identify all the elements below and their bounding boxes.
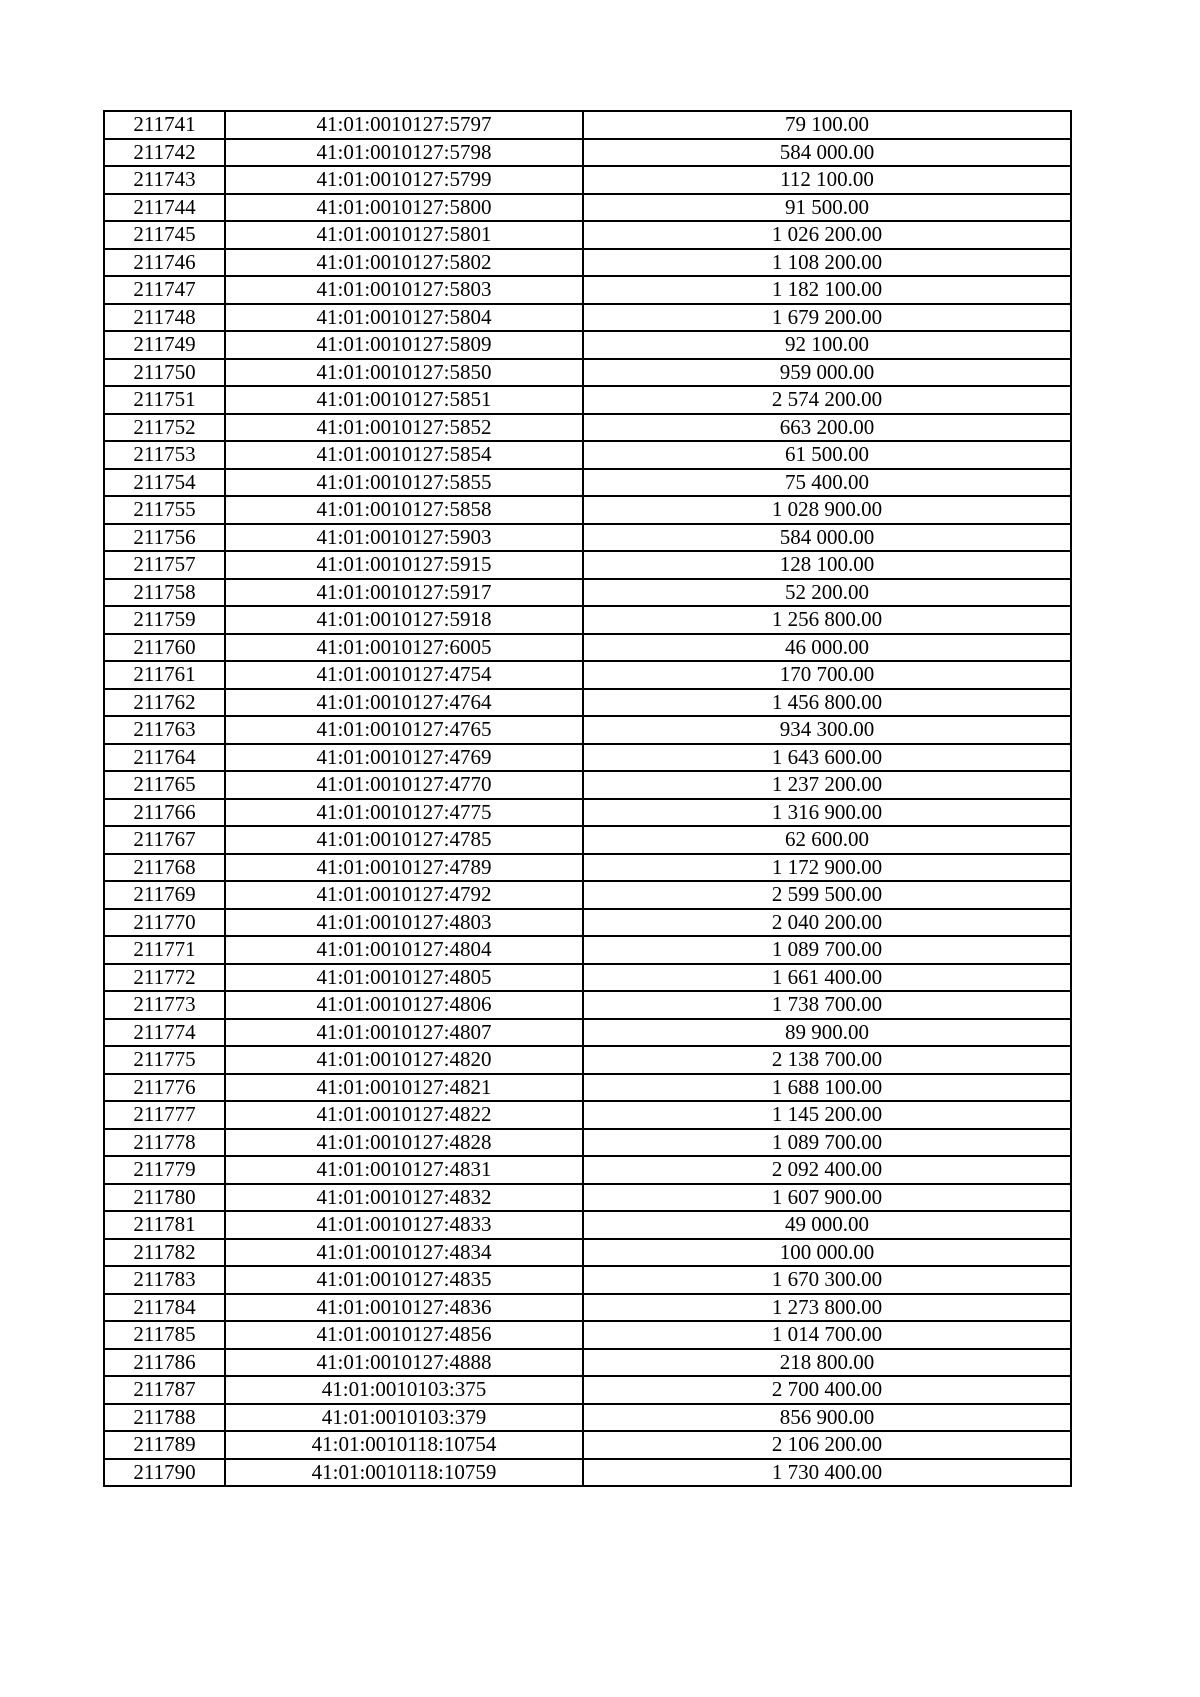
table-row [104,964,1071,992]
table-row [104,881,1071,909]
row-number-cell: 211748 [104,304,225,332]
cadastral-number-cell: 41:01:0010127:4769 [225,744,583,772]
cadastral-value-cell: 52 200.00 [583,579,1071,607]
table-row [104,1431,1071,1459]
row-number-cell: 211751 [104,386,225,414]
cadastral-number-cell: 41:01:0010127:4765 [225,716,583,744]
table-row [104,551,1071,579]
table-row [104,1294,1071,1322]
cadastral-value-cell: 112 100.00 [583,166,1071,194]
cadastral-number-cell: 41:01:0010127:4789 [225,854,583,882]
table-row [104,991,1071,1019]
table-row [104,414,1071,442]
cadastral-value-cell: 2 574 200.00 [583,386,1071,414]
cadastral-value-cell: 2 599 500.00 [583,881,1071,909]
cadastral-number-cell: 41:01:0010127:4821 [225,1074,583,1102]
row-number-cell: 211749 [104,331,225,359]
row-number-cell: 211787 [104,1376,225,1404]
row-number-cell: 211777 [104,1101,225,1129]
cadastral-value-cell: 1 316 900.00 [583,799,1071,827]
cadastral-number-cell: 41:01:0010103:375 [225,1376,583,1404]
cadastral-number-cell: 41:01:0010127:5903 [225,524,583,552]
row-number-cell: 211761 [104,661,225,689]
cadastral-value-cell: 1 028 900.00 [583,496,1071,524]
cadastral-value-cell: 1 273 800.00 [583,1294,1071,1322]
cadastral-value-cell: 663 200.00 [583,414,1071,442]
table-row [104,661,1071,689]
table-row [104,716,1071,744]
cadastral-value-cell: 1 256 800.00 [583,606,1071,634]
table-row [104,826,1071,854]
row-number-cell: 211778 [104,1129,225,1157]
cadastral-value-cell: 2 138 700.00 [583,1046,1071,1074]
cadastral-value-cell: 100 000.00 [583,1239,1071,1267]
table-row [104,194,1071,222]
cadastral-value-cell: 61 500.00 [583,441,1071,469]
cadastral-number-cell: 41:01:0010127:4836 [225,1294,583,1322]
cadastral-number-cell: 41:01:0010127:4804 [225,936,583,964]
cadastral-number-cell: 41:01:0010127:4832 [225,1184,583,1212]
cadastral-value-cell: 2 040 200.00 [583,909,1071,937]
row-number-cell: 211743 [104,166,225,194]
cadastral-value-cell: 218 800.00 [583,1349,1071,1377]
table-row [104,606,1071,634]
row-number-cell: 211760 [104,634,225,662]
cadastral-value-cell: 1 014 700.00 [583,1321,1071,1349]
cadastral-number-cell: 41:01:0010127:5798 [225,139,583,167]
cadastral-number-cell: 41:01:0010127:5800 [225,194,583,222]
cadastral-value-cell: 1 145 200.00 [583,1101,1071,1129]
table-body [104,111,1071,1486]
table-row [104,936,1071,964]
cadastral-number-cell: 41:01:0010127:4833 [225,1211,583,1239]
cadastral-value-cell: 1 688 100.00 [583,1074,1071,1102]
cadastral-value-cell: 584 000.00 [583,524,1071,552]
cadastral-number-cell: 41:01:0010127:5852 [225,414,583,442]
cadastral-value-cell: 584 000.00 [583,139,1071,167]
table-row [104,1211,1071,1239]
cadastral-number-cell: 41:01:0010127:5915 [225,551,583,579]
cadastral-value-cell: 49 000.00 [583,1211,1071,1239]
table-row [104,1349,1071,1377]
row-number-cell: 211781 [104,1211,225,1239]
table-row [104,854,1071,882]
cadastral-value-cell: 91 500.00 [583,194,1071,222]
cadastral-number-cell: 41:01:0010127:4807 [225,1019,583,1047]
cadastral-number-cell: 41:01:0010127:4754 [225,661,583,689]
row-number-cell: 211785 [104,1321,225,1349]
cadastral-number-cell: 41:01:0010127:4888 [225,1349,583,1377]
cadastral-value-cell: 1 182 100.00 [583,276,1071,304]
cadastral-number-cell: 41:01:0010127:5802 [225,249,583,277]
cadastral-number-cell: 41:01:0010118:10759 [225,1459,583,1487]
row-number-cell: 211754 [104,469,225,497]
cadastral-number-cell: 41:01:0010118:10754 [225,1431,583,1459]
cadastral-number-cell: 41:01:0010127:4770 [225,771,583,799]
table-row [104,469,1071,497]
row-number-cell: 211757 [104,551,225,579]
table-row [104,1019,1071,1047]
table-row [104,744,1071,772]
cadastral-value-cell: 1 607 900.00 [583,1184,1071,1212]
cadastral-number-cell: 41:01:0010127:5804 [225,304,583,332]
cadastral-value-cell: 1 089 700.00 [583,1129,1071,1157]
cadastral-value-cell: 1 026 200.00 [583,221,1071,249]
cadastral-value-cell: 934 300.00 [583,716,1071,744]
cadastral-value-cell: 1 730 400.00 [583,1459,1071,1487]
cadastral-value-cell: 1 108 200.00 [583,249,1071,277]
table-row [104,1184,1071,1212]
row-number-cell: 211788 [104,1404,225,1432]
table-row [104,359,1071,387]
row-number-cell: 211770 [104,909,225,937]
row-number-cell: 211744 [104,194,225,222]
cadastral-value-cell: 79 100.00 [583,111,1071,139]
table-row [104,909,1071,937]
table-row [104,1376,1071,1404]
row-number-cell: 211783 [104,1266,225,1294]
table-row [104,166,1071,194]
row-number-cell: 211789 [104,1431,225,1459]
table-row [104,1074,1071,1102]
cadastral-value-cell: 2 700 400.00 [583,1376,1071,1404]
cadastral-number-cell: 41:01:0010127:6005 [225,634,583,662]
cadastral-value-cell: 128 100.00 [583,551,1071,579]
cadastral-value-cell: 62 600.00 [583,826,1071,854]
cadastral-number-cell: 41:01:0010127:4792 [225,881,583,909]
cadastral-number-cell: 41:01:0010127:5854 [225,441,583,469]
table-row [104,1101,1071,1129]
cadastral-value-cell: 856 900.00 [583,1404,1071,1432]
table-row [104,524,1071,552]
cadastral-value-cell: 959 000.00 [583,359,1071,387]
row-number-cell: 211746 [104,249,225,277]
row-number-cell: 211763 [104,716,225,744]
cadastral-number-cell: 41:01:0010127:5918 [225,606,583,634]
row-number-cell: 211766 [104,799,225,827]
cadastral-value-cell: 1 643 600.00 [583,744,1071,772]
row-number-cell: 211771 [104,936,225,964]
table-row [104,331,1071,359]
table-row [104,221,1071,249]
cadastral-number-cell: 41:01:0010127:4785 [225,826,583,854]
row-number-cell: 211758 [104,579,225,607]
cadastral-number-cell: 41:01:0010127:4856 [225,1321,583,1349]
cadastral-number-cell: 41:01:0010127:5851 [225,386,583,414]
cadastral-value-cell: 1 237 200.00 [583,771,1071,799]
row-number-cell: 211745 [104,221,225,249]
cadastral-number-cell: 41:01:0010103:379 [225,1404,583,1432]
table-row [104,799,1071,827]
table-row [104,1459,1071,1487]
cadastral-value-cell: 1 738 700.00 [583,991,1071,1019]
cadastral-number-cell: 41:01:0010127:5855 [225,469,583,497]
cadastral-number-cell: 41:01:0010127:4834 [225,1239,583,1267]
row-number-cell: 211750 [104,359,225,387]
row-number-cell: 211769 [104,881,225,909]
row-number-cell: 211764 [104,744,225,772]
cadastral-number-cell: 41:01:0010127:4835 [225,1266,583,1294]
row-number-cell: 211741 [104,111,225,139]
cadastral-number-cell: 41:01:0010127:4822 [225,1101,583,1129]
cadastral-value-cell: 2 106 200.00 [583,1431,1071,1459]
row-number-cell: 211755 [104,496,225,524]
cadastral-number-cell: 41:01:0010127:5850 [225,359,583,387]
cadastral-number-cell: 41:01:0010127:5803 [225,276,583,304]
cadastral-number-cell: 41:01:0010127:4805 [225,964,583,992]
table-row [104,689,1071,717]
cadastral-value-cell: 1 456 800.00 [583,689,1071,717]
table-row [104,441,1071,469]
table-row [104,249,1071,277]
row-number-cell: 211753 [104,441,225,469]
table-row [104,496,1071,524]
row-number-cell: 211784 [104,1294,225,1322]
table-row [104,1156,1071,1184]
cadastral-value-cell: 1 089 700.00 [583,936,1071,964]
row-number-cell: 211772 [104,964,225,992]
cadastral-number-cell: 41:01:0010127:4803 [225,909,583,937]
row-number-cell: 211752 [104,414,225,442]
cadastral-number-cell: 41:01:0010127:4764 [225,689,583,717]
table-row [104,1266,1071,1294]
cadastral-value-cell: 2 092 400.00 [583,1156,1071,1184]
cadastral-number-cell: 41:01:0010127:4775 [225,799,583,827]
table-row [104,276,1071,304]
table-row [104,634,1071,662]
cadastral-number-cell: 41:01:0010127:5858 [225,496,583,524]
cadastral-value-cell: 1 172 900.00 [583,854,1071,882]
row-number-cell: 211768 [104,854,225,882]
row-number-cell: 211742 [104,139,225,167]
row-number-cell: 211756 [104,524,225,552]
row-number-cell: 211767 [104,826,225,854]
table-row [104,304,1071,332]
row-number-cell: 211779 [104,1156,225,1184]
cadastral-value-cell: 75 400.00 [583,469,1071,497]
row-number-cell: 211765 [104,771,225,799]
cadastral-number-cell: 41:01:0010127:4820 [225,1046,583,1074]
cadastral-value-cell: 1 679 200.00 [583,304,1071,332]
cadastral-value-cell: 1 670 300.00 [583,1266,1071,1294]
cadastral-number-cell: 41:01:0010127:5797 [225,111,583,139]
table-row [104,1046,1071,1074]
cadastral-number-cell: 41:01:0010127:5917 [225,579,583,607]
table-row [104,1239,1071,1267]
cadastral-number-cell: 41:01:0010127:5799 [225,166,583,194]
cadastral-number-cell: 41:01:0010127:5809 [225,331,583,359]
cadastral-value-cell: 46 000.00 [583,634,1071,662]
table-row [104,1321,1071,1349]
row-number-cell: 211773 [104,991,225,1019]
row-number-cell: 211747 [104,276,225,304]
row-number-cell: 211786 [104,1349,225,1377]
row-number-cell: 211762 [104,689,225,717]
cadastral-value-cell: 89 900.00 [583,1019,1071,1047]
table-row [104,386,1071,414]
cadastral-number-cell: 41:01:0010127:5801 [225,221,583,249]
row-number-cell: 211790 [104,1459,225,1487]
cadastral-value-cell: 92 100.00 [583,331,1071,359]
table-row [104,111,1071,139]
cadastral-value-table [103,110,1072,1487]
row-number-cell: 211759 [104,606,225,634]
cadastral-value-cell: 1 661 400.00 [583,964,1071,992]
row-number-cell: 211780 [104,1184,225,1212]
row-number-cell: 211774 [104,1019,225,1047]
cadastral-number-cell: 41:01:0010127:4831 [225,1156,583,1184]
table-row [104,139,1071,167]
row-number-cell: 211782 [104,1239,225,1267]
table-row [104,1404,1071,1432]
table-row [104,771,1071,799]
table-row [104,579,1071,607]
row-number-cell: 211776 [104,1074,225,1102]
cadastral-number-cell: 41:01:0010127:4806 [225,991,583,1019]
cadastral-number-cell: 41:01:0010127:4828 [225,1129,583,1157]
table-row [104,1129,1071,1157]
row-number-cell: 211775 [104,1046,225,1074]
cadastral-value-cell: 170 700.00 [583,661,1071,689]
